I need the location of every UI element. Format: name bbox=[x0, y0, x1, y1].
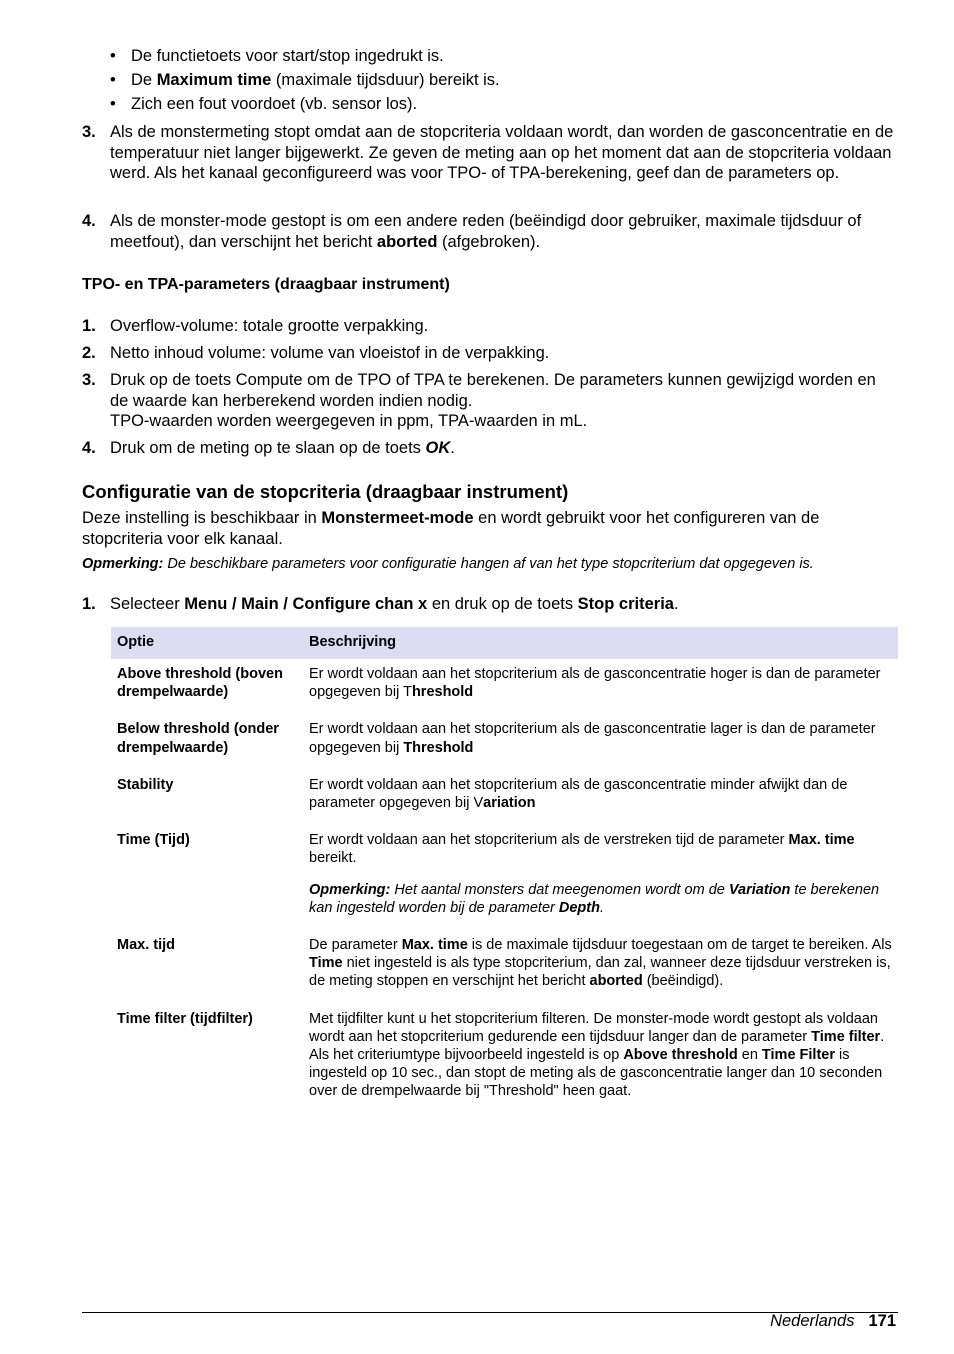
table-row bbox=[111, 659, 898, 714]
tpo-step-4: 4. Druk om de meting op te slaan op de toets OK. bbox=[82, 439, 455, 457]
option-cell: Time filter (tijdfilter) bbox=[117, 1010, 253, 1027]
description-cell: De parameter Max. time is de maximale tijdsduur toegestaan om de target te bereiken. Als Time niet ingesteld is als type stopcriterium, dan zal, wanneer deze tijdsduur verstreken is, de meting stoppen en verschijnt het bericht aborted (beëindigd). bbox=[309, 937, 892, 990]
table-row bbox=[111, 930, 898, 1004]
config-paragraph: Deze instelling is beschikbaar in Monstermeet-mode en wordt gebruikt voor het configureren van de stopcriteria voor elk kanaal. bbox=[82, 509, 820, 548]
option-cell: Max. tijd bbox=[117, 937, 176, 954]
table-row bbox=[111, 770, 898, 825]
page-footer bbox=[770, 1312, 896, 1331]
tpo-tpa-heading: TPO- en TPA-parameters (draagbaar instrument) bbox=[82, 276, 450, 293]
time-note: Opmerking: Het aantal monsters dat meegenomen wordt om de Variation te berekenen kan ingesteld worden bij de parameter Depth. bbox=[309, 881, 880, 916]
description-cell: Er wordt voldaan aan het stopcriterium als de gasconcentratie minder afwijkt dan de parameter opgegeven bij Variation bbox=[309, 776, 848, 812]
column-header-description: Beschrijving bbox=[303, 627, 898, 659]
option-cell: Time (Tijd) bbox=[117, 832, 190, 849]
list-item: • Zich een fout voordoet (vb. sensor los). bbox=[110, 92, 500, 116]
page-number: 171 bbox=[868, 1312, 896, 1330]
list-item: • De Maximum time (maximale tijdsduur) bereikt is. bbox=[110, 68, 500, 92]
tpo-step-2: 2. Netto inhoud volume: volume van vloeistof in de verpakking. bbox=[82, 344, 550, 362]
tpo-step-1: 1. Overflow-volume: totale grootte verpakking. bbox=[82, 317, 429, 335]
option-cell: Below threshold (onder drempelwaarde) bbox=[117, 721, 279, 756]
option-cell: Stability bbox=[117, 776, 174, 793]
description-cell: Er wordt voldaan aan het stopcriterium als de gasconcentratie lager is dan de parameter opgegeven bij Threshold bbox=[309, 721, 876, 756]
step-3-measurement-stop: 3. Als de monstermeting stopt omdat aan de stopcriteria voldaan wordt, dan worden de gasconcentratie en de temperatuur niet langer bijgewerkt. Ze geven de meting aan op het moment dat aan de stopcriteria voldaan werd. Als het kanaal geconfigureerd was voor TPO- of TPA-berekening, geef dan de parameters op. bbox=[82, 123, 894, 182]
table-header-row bbox=[111, 627, 898, 659]
table-row bbox=[111, 714, 898, 769]
option-cell: Above threshold (boven drempelwaarde) bbox=[117, 666, 283, 701]
table-row bbox=[111, 825, 898, 930]
config-note: Opmerking: De beschikbare parameters voor configuratie hangen af van het type stopcriterium dat opgegeven is. bbox=[82, 556, 814, 572]
stop-criteria-table bbox=[111, 627, 898, 1114]
stop-condition-bullets bbox=[110, 44, 500, 116]
config-heading: Configuratie van de stopcriteria (draagbaar instrument) bbox=[82, 481, 569, 502]
footer-language: Nederlands bbox=[770, 1312, 855, 1330]
list-item: • De functietoets voor start/stop ingedrukt is. bbox=[110, 44, 500, 68]
column-header-option: Optie bbox=[111, 627, 303, 659]
tpo-step-3: 3. Druk op de toets Compute om de TPO of TPA te berekenen. De parameters kunnen gewijzigd worden en de waarde kan herberekend worden indien nodig. TPO-waarden worden weergegeven in ppm, TPA-waarden in mL. bbox=[82, 371, 876, 430]
description-cell: Met tijdfilter kunt u het stopcriterium filteren. De monster-mode wordt gestopt als voldaan wordt aan het stopcriterium gedurende een tijdsduur langer dan de parameter Time filter. Als het criteriumtype bijvoorbeeld ingesteld is op Above threshold en Time Filter is ingesteld op 10 sec., dan stopt de meting als de gasconcentratie langer dan 10 seconden over de drempelwaarde bij "Threshold" heen gaat. bbox=[309, 1010, 885, 1100]
description-cell: Er wordt voldaan aan het stopcriterium als de verstreken tijd de parameter Max. time bereikt. Opmerking: Het aantal monsters dat meegenomen wordt om de Variation te berekenen kan ingesteld worden bij de parameter Depth. bbox=[303, 825, 898, 930]
table-row bbox=[111, 1004, 898, 1114]
step-4-aborted: 4. Als de monster-mode gestopt is om een andere reden (beëindigd door gebruiker, maximale tijdsduur of meetfout), dan verschijnt het bericht aborted (afgebroken). bbox=[82, 212, 862, 251]
description-cell: Er wordt voldaan aan het stopcriterium als de gasconcentratie hoger is dan de parameter opgegeven bij Threshold bbox=[309, 666, 881, 701]
select-step: 1. Selecteer Menu / Main / Configure chan x en druk op de toets Stop criteria. bbox=[82, 595, 679, 613]
